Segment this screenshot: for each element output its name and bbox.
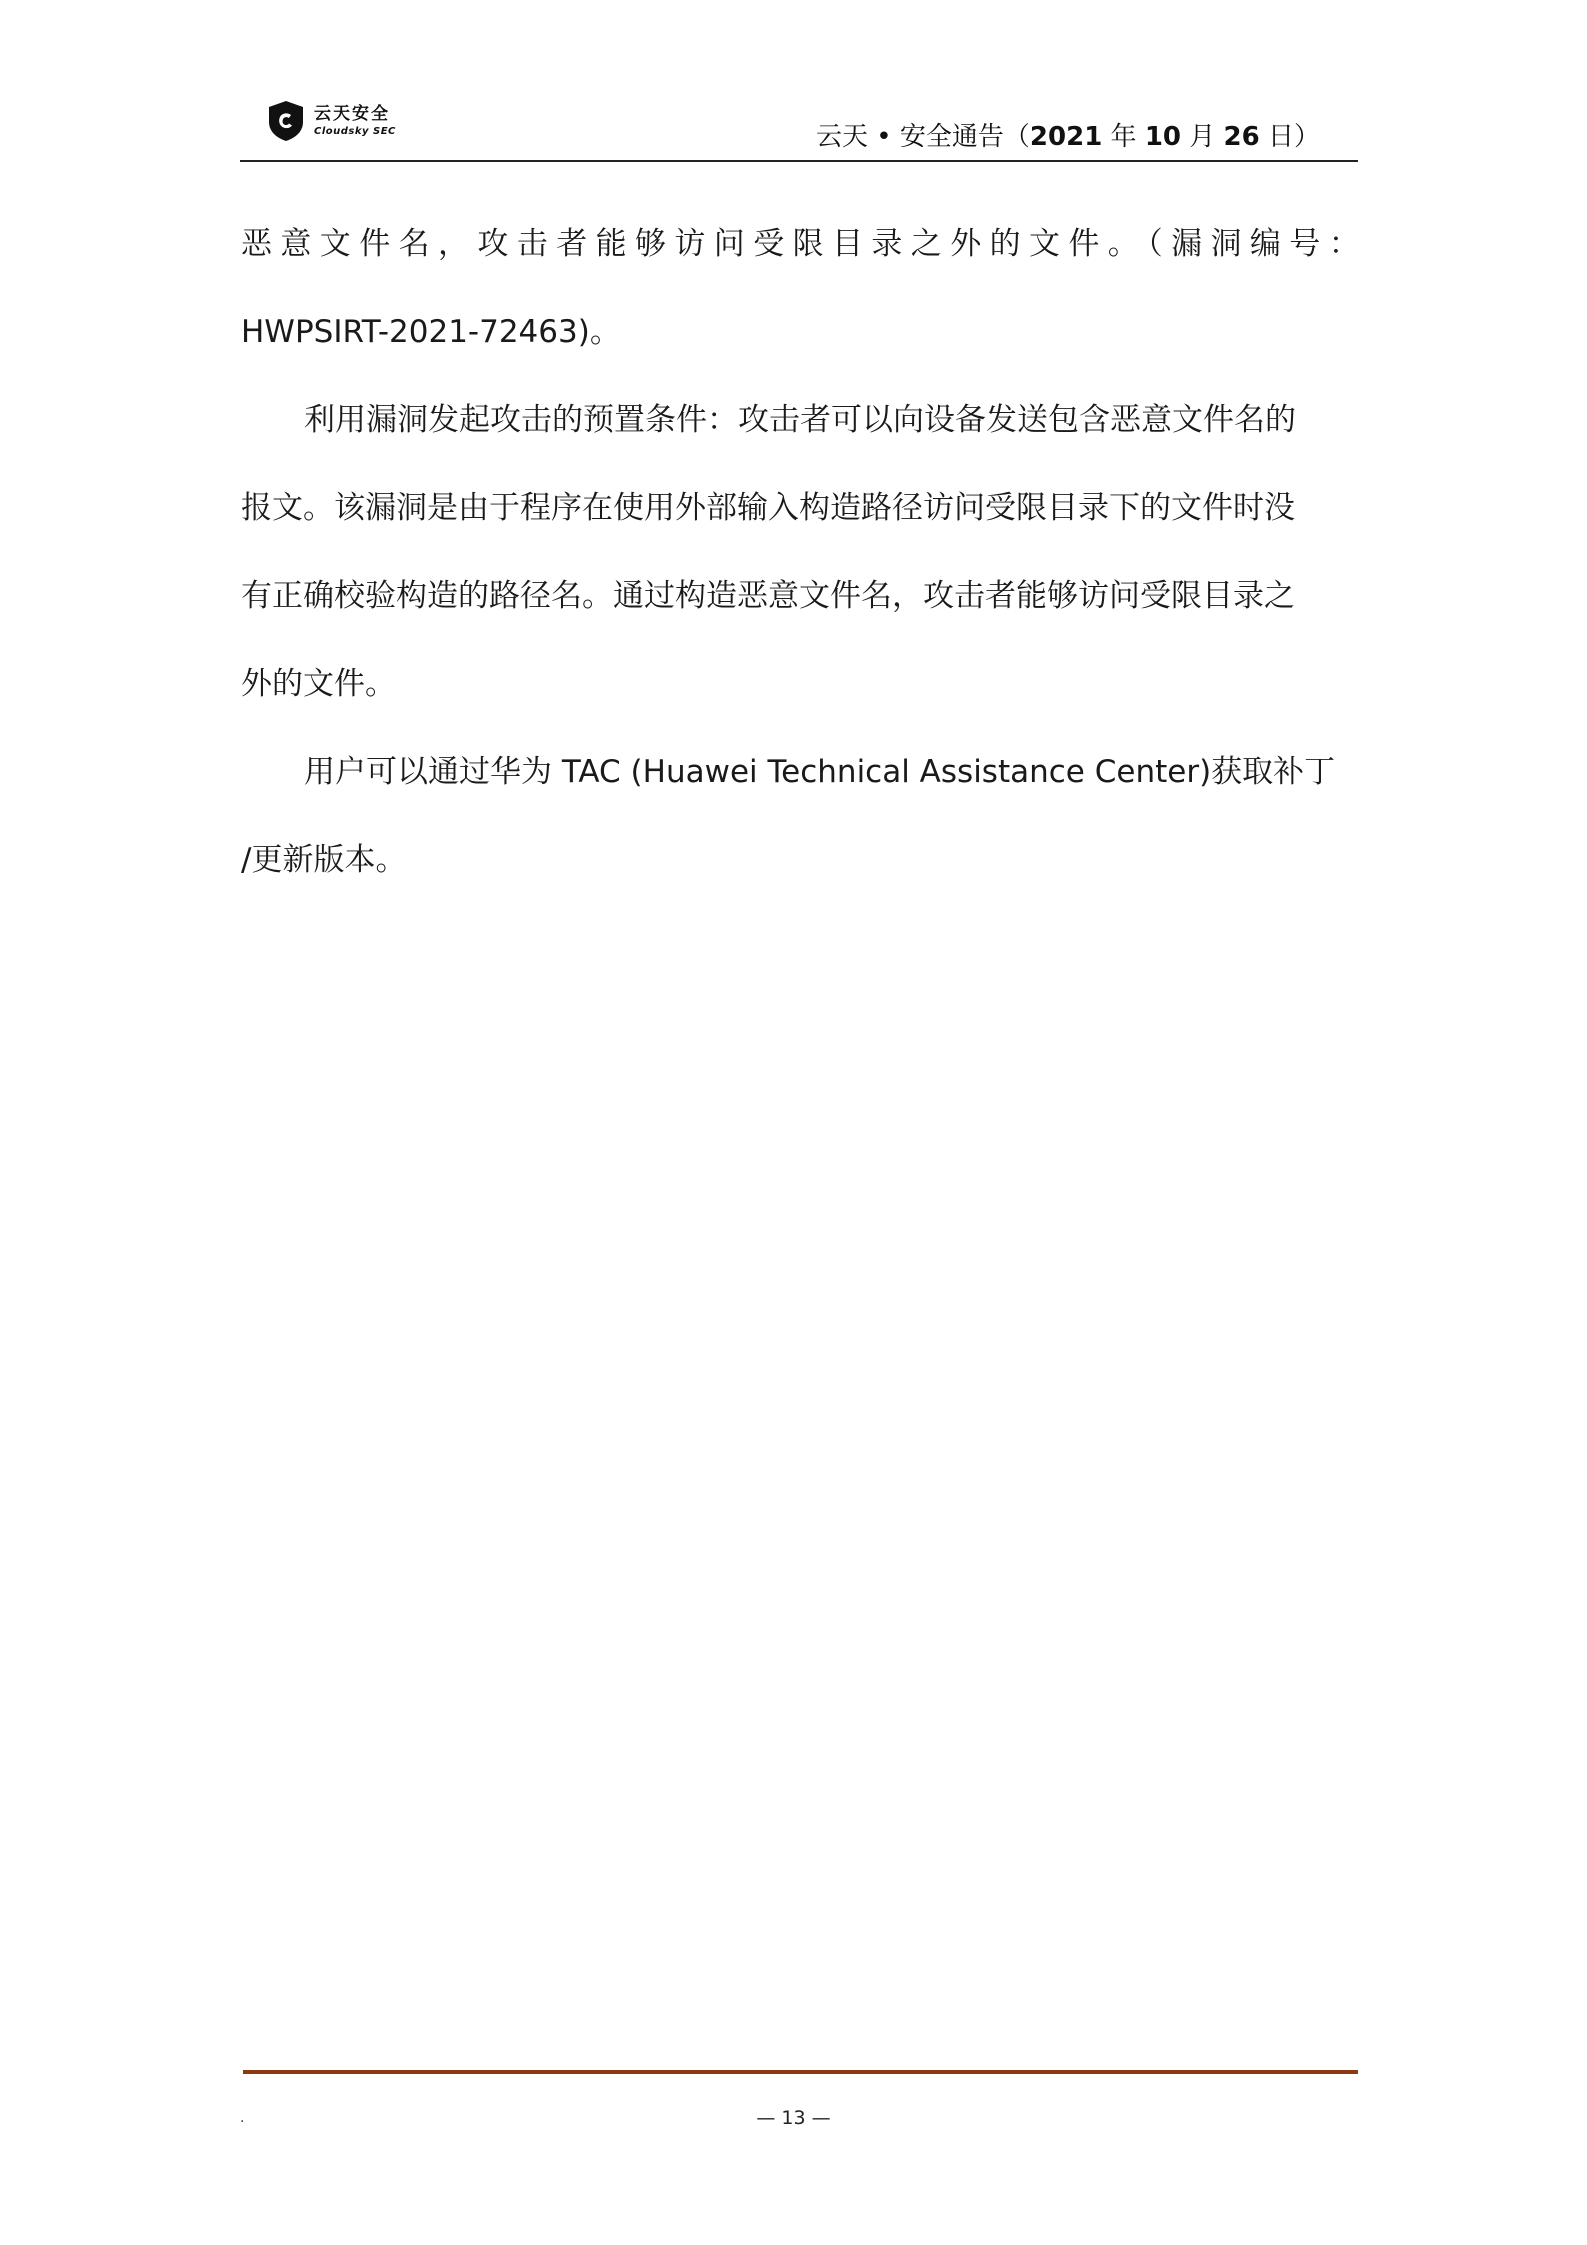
logo-chinese-name: 云天安全 — [314, 103, 390, 124]
footer-divider — [243, 2070, 1358, 2074]
logo-english-name: Cloudsky SEC — [314, 125, 396, 137]
text-line: 报文。该漏洞是由于程序在使用外部输入构造路径访问受限目录下的文件时没 — [241, 490, 1295, 526]
paragraph-vulnerability-description — [241, 200, 1369, 376]
title-day: 26 — [1223, 122, 1260, 152]
paragraph-remediation — [241, 728, 1341, 904]
page-number: — 13 — — [756, 2107, 831, 2129]
page-header — [240, 92, 1358, 162]
text-line: 恶意文件名，攻击者能够访问受限目录之外的文件。（漏洞编号： — [241, 226, 1369, 262]
title-suffix: 日） — [1259, 122, 1320, 152]
title-month: 10 — [1144, 122, 1182, 152]
logo-text — [314, 103, 396, 137]
text-line: /更新版本。 — [241, 842, 407, 878]
paragraph-attack-preconditions — [241, 376, 1341, 728]
text-line: 外的文件。 — [241, 666, 396, 702]
header-divider — [240, 160, 1358, 162]
cloudsky-shield-icon — [266, 100, 306, 142]
title-month-unit: 月 — [1181, 122, 1224, 152]
title-prefix: 云天 • 安全通告（ — [816, 122, 1030, 152]
title-year: 2021 — [1029, 122, 1103, 152]
bulletin-title — [816, 116, 1320, 153]
footer-mark: . — [240, 2110, 245, 2126]
company-logo — [266, 100, 396, 142]
document-body — [241, 200, 1369, 904]
text-line: HWPSIRT-2021-72463)。 — [241, 314, 621, 350]
title-year-unit: 年 — [1102, 122, 1145, 152]
text-line: 用户可以通过华为 TAC (Huawei Technical Assistance Center)获取补丁 — [304, 754, 1336, 790]
text-line: 利用漏洞发起攻击的预置条件：攻击者可以向设备发送包含恶意文件名的 — [304, 402, 1296, 438]
text-line: 有正确校验构造的路径名。通过构造恶意文件名，攻击者能够访问受限目录之 — [241, 578, 1295, 614]
